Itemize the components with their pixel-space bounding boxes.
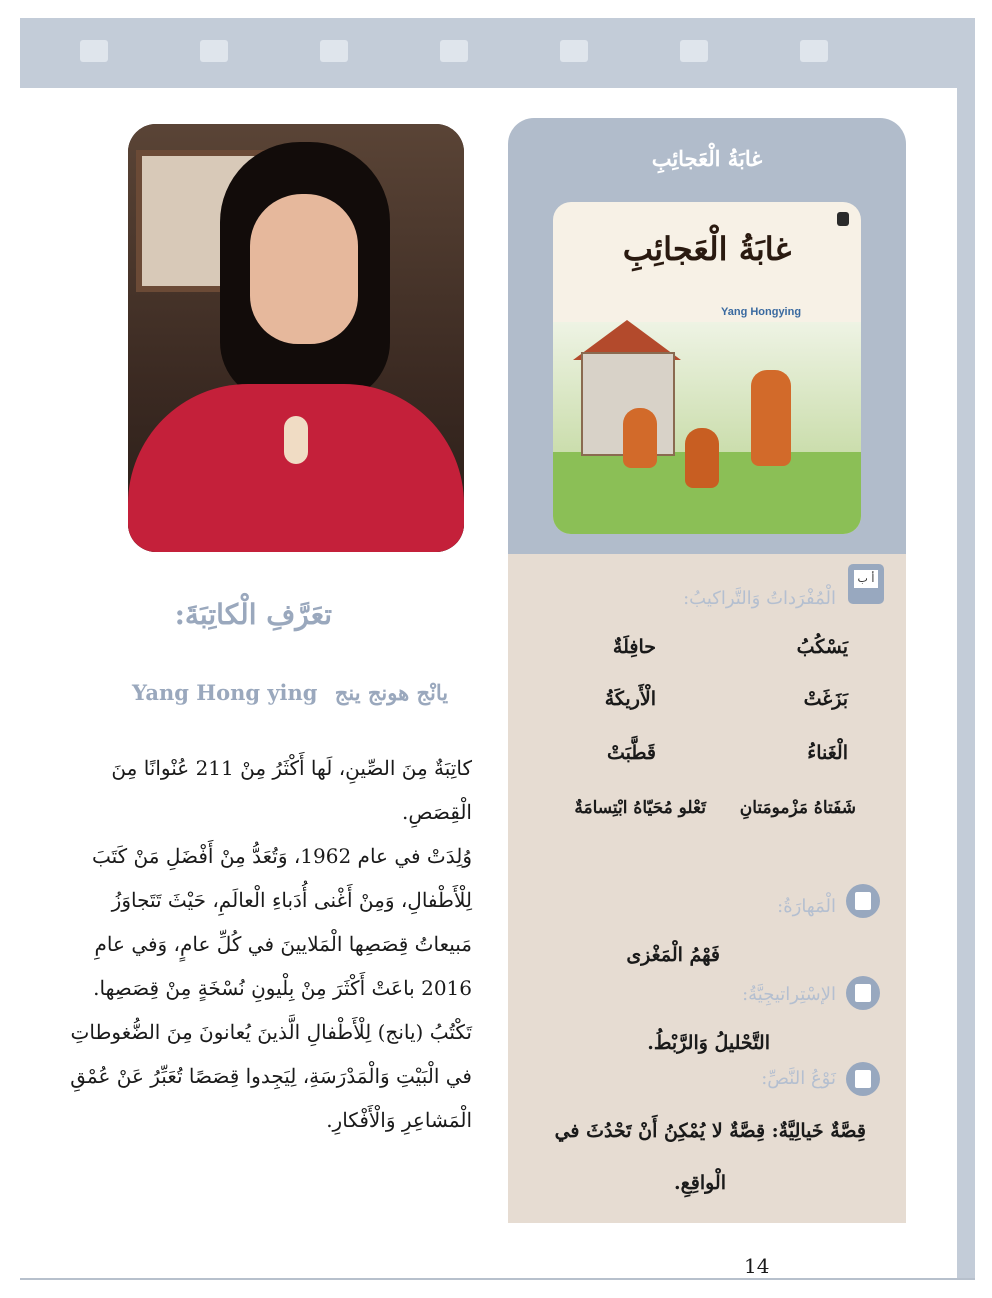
text-type-icon-sheet [855, 1070, 871, 1088]
cover-fox-figure [623, 408, 657, 468]
top-decorative-band [20, 18, 975, 88]
book-title-label: غابَةُ الْعَجائِبِ [651, 146, 763, 171]
vocabulary-icon [848, 564, 884, 604]
photo-face [250, 194, 358, 344]
vocab-word: حافِلَةٌ [612, 636, 656, 658]
bio-line: وُلِدَتْ في عام 1962، وَتُعَدُّ مِنْ أَفْضَلِ مَنْ كَتَبَ [92, 844, 472, 868]
strategy-icon-sheet [855, 984, 871, 1002]
cover-author: Yang Hongying [721, 306, 802, 318]
text-type-pencil-icon [846, 1062, 880, 1096]
band-stripe [320, 40, 348, 62]
vocab-word: يَسْكُبُ [796, 636, 848, 658]
bio-line: تَكْتُبُ (يانج) لِلْأَطْفالِ الَّذينَ يُعانونَ مِنَ الضُّغوطاتِ [70, 1020, 472, 1044]
text-type-value-line1: قِصَّةٌ خَيالِيَّةٌ: قِصَّةٌ لا يُمْكِنُ أَنْ تَحْدُثَ في [554, 1120, 866, 1142]
vocabulary-label: الْمُفْرَداتُ وَالتَّراكيبُ: [683, 588, 836, 609]
band-stripe [440, 40, 468, 62]
book-cover [553, 202, 861, 534]
author-name-latin: Yang Hong ying [132, 680, 318, 705]
band-stripe [80, 40, 108, 62]
vocab-word: قَطَّبَتْ [606, 742, 656, 764]
vocab-word: الْغَناءُ [807, 742, 848, 764]
photo-red-clothing [128, 384, 464, 552]
publisher-logo-icon [837, 212, 849, 226]
band-stripe [560, 40, 588, 62]
band-stripe [680, 40, 708, 62]
cover-fox-figure [751, 370, 791, 466]
skill-value: فَهْمُ الْمَغْزى [626, 944, 720, 966]
text-type-label: نَوْعُ النَّصِّ: [761, 1068, 836, 1089]
vocab-phrase: شَفَتاهُ مَزْمومَتانِ [739, 798, 856, 818]
author-photo [128, 124, 464, 552]
vocab-word: بَزَغَتْ [803, 688, 848, 710]
vocabulary-icon-text: أ ب [854, 570, 878, 588]
strategy-gears-icon [846, 976, 880, 1010]
skill-checklist-icon [846, 884, 880, 918]
bio-line: الْمَشاعِرِ وَالْأَفْكارِ. [326, 1108, 472, 1132]
strategy-label: الإسْتِراتيجِيَّةُ: [742, 984, 836, 1005]
bio-line: الْقِصَصِ. [402, 800, 472, 824]
strategy-value: التَّحْليلُ وَالرَّبْطُ. [647, 1032, 770, 1054]
author-heading: تعَرَّفِ الْكاتِبَةَ: [174, 598, 332, 631]
bottom-divider [20, 1278, 975, 1280]
skill-icon-sheet [855, 892, 871, 910]
vocab-phrase: تَعْلو مُحَيّاهُ ابْتِسامَةٌ [574, 798, 706, 818]
bio-line: لِلْأَطْفالِ، وَمِنْ أَغْنى أُدَباءِ الْعالَمِ، حَيْثَ تَتَجاوَزُ [111, 888, 472, 912]
vocab-word: الْأَريكَةُ [604, 688, 656, 710]
text-type-value-line2: الْواقِعِ. [674, 1172, 726, 1194]
band-stripe [200, 40, 228, 62]
bio-line: في الْبَيْتِ وَالْمَدْرَسَةِ، لِيَجِدوا قِصَصًا تُعَبِّرُ عَنْ عُمْقِ [70, 1064, 472, 1088]
photo-pendant [284, 416, 308, 464]
author-name-arabic: يانْج هونج ينج [334, 680, 449, 705]
page-number: 14 [744, 1254, 770, 1278]
cover-title: غابَةُ الْعَجائِبِ [622, 230, 792, 268]
book-info-panel [508, 118, 906, 1223]
band-stripe [800, 40, 828, 62]
right-edge-band [957, 88, 975, 1280]
bio-line: مَبيعاتُ قِصَصِها الْمَلايينَ في كُلِّ عامٍ، وَفي عامِ [94, 932, 472, 956]
cover-fox-figure [685, 428, 719, 488]
bio-line: 2016 باعَتْ أَكْثَرَ مِنْ بِلْيونِ نُسْخَةٍ مِنْ قِصَصِها. [93, 976, 472, 1000]
bio-line: كاتِبَةٌ مِنَ الصِّينِ، لَها أَكْثَرُ مِنْ 211 عُنْوانًا مِنَ [111, 756, 472, 780]
author-name [132, 680, 448, 705]
skill-label: الْمَهارَةُ: [777, 896, 836, 917]
